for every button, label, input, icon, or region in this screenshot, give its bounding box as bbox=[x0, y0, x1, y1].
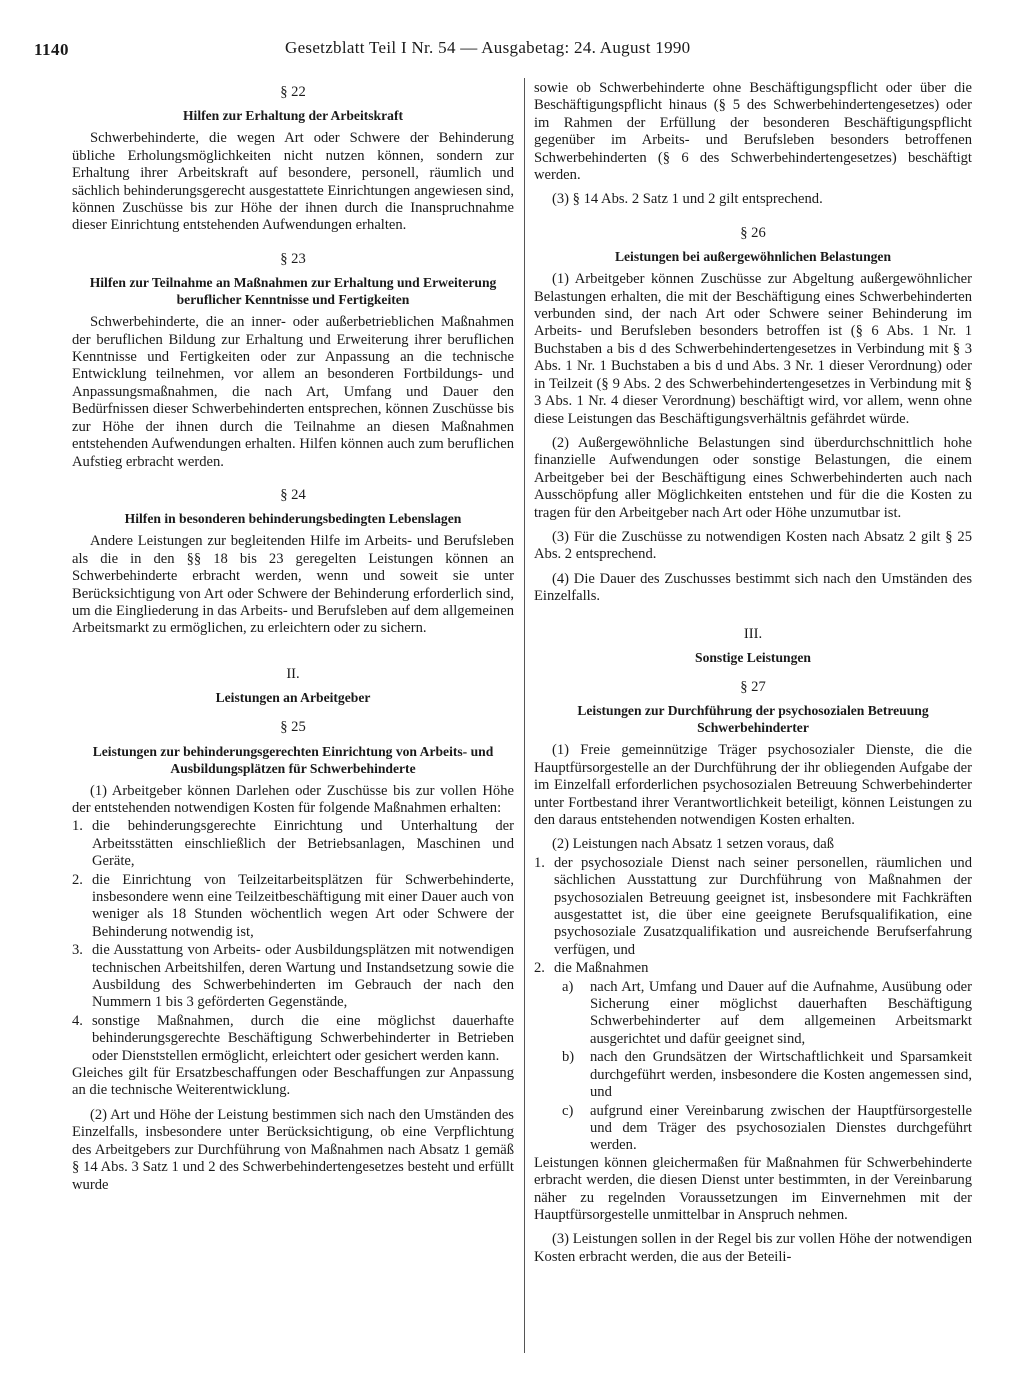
list-item bbox=[72, 942, 514, 1012]
section-25-heading: Leistungen zur behinderungsgerechten Einrichtung von Arbeits- und Ausbildungsplätzen für Schwerbehinderte bbox=[92, 743, 494, 776]
section-27-paragraph-3: (3) Leistungen sollen in der Regel bis zur vollen Höhe der notwendigen Kosten erbracht werden, die aus der Beteili- bbox=[534, 1231, 972, 1265]
section-26-heading: Leistungen bei außergewöhnlichen Belastungen bbox=[614, 249, 892, 265]
section-25-after-list: Gleiches gilt für Ersatzbeschaffungen oder Beschaffungen zur Anpassung an die technische Weiterentwicklung. bbox=[72, 1065, 514, 1099]
list-item-number: 1. bbox=[72, 818, 83, 835]
section-22-heading: Hilfen zur Erhaltung der Arbeitskraft bbox=[182, 108, 403, 124]
list-item bbox=[72, 1013, 514, 1065]
section-23-heading: Hilfen zur Teilnahme an Maßnahmen zur Erhaltung und Erweiterung beruflicher Kenntnisse und Fertigkeiten bbox=[89, 275, 497, 308]
section-24-text: Andere Leistungen zur begleitenden Hilfe im Arbeits- und Berufsleben als die in den §§ 18 bis 23 geregelten Leistungen können an Schwerbehinderte erbracht werden, wenn und soweit sie unter Berücksichtigung von Art oder Schwere der Behinderung erforderlich sind, um die Eingliederung in das Arbeits- und Berufsleben auf dem allgemeinen Arbeitsmarkt zu ermöglichen, zu erleichtern oder zu sichern. bbox=[72, 533, 514, 637]
part-3-numeral: III. bbox=[743, 625, 763, 642]
part-2-numeral: II. bbox=[286, 665, 300, 682]
list-item-text: die Maßnahmen bbox=[554, 960, 649, 977]
list-item-number: 1. bbox=[534, 854, 545, 871]
list-item bbox=[72, 872, 514, 942]
section-25-number: § 25 bbox=[280, 719, 306, 736]
list-item-text: die Ausstattung von Arbeits- oder Ausbildungsplätzen mit notwendigen technischen Arbeitshilfen, deren Wartung und Instandsetzung sowie die Ausbildung des Schwerbehinderten im Gebrauch der nach den Nummern 1 bis 3 geförderten Gegenstände, bbox=[92, 942, 514, 1011]
section-24-heading: Hilfen in besonderen behinderungsbedingten Lebenslagen bbox=[124, 511, 462, 527]
section-27-number: § 27 bbox=[740, 678, 766, 695]
section-27-heading: Leistungen zur Durchführung der psychosozialen Betreuung Schwerbehinderter bbox=[577, 703, 929, 736]
section-25-paragraph-1: (1) Arbeitgeber können Darlehen oder Zuschüsse bis zur vollen Höhe der entstehenden notwendigen Kosten für folgende Maßnahmen erhalten: bbox=[72, 782, 514, 816]
sub-list-item-text: nach den Grundsätzen der Wirtschaftlichkeit und Sparsamkeit durchgeführt werden, insbesondere die Kosten angemessen sind, und bbox=[590, 1049, 972, 1101]
list-item-number: 2. bbox=[534, 960, 545, 977]
section-23-number: § 23 bbox=[280, 250, 306, 267]
column-divider bbox=[524, 78, 525, 1353]
list-item bbox=[534, 960, 972, 977]
section-22-text: Schwerbehinderte, die wegen Art oder Schwere der Behinderung übliche Erholungsmöglichkeiten nicht nutzen können, sondern zur Erhaltung ihrer Arbeitskraft auf besondere, personell, räumlich und sächlich behinderungsgerecht ausgestattete Einrichtungen angewiesen sind, können Zuschüsse bis zur Höhe der ihnen durch die Inanspruchnahme dieser Einrichtung entstehenden Aufwendungen erhalten. bbox=[72, 130, 514, 234]
sub-list-item bbox=[562, 1049, 972, 1101]
list-item-text: der psychosoziale Dienst nach seiner personellen, räumlichen und sächlichen Ausstattung zur Durchführung von Maßnahmen der psychosozialen Betreuung geeignet ist, insbesondere mit Fachkräften ausgestattet ist, die über eine geeignete Berufsqualifikation, eine psychosoziale Zusatzqualifikation und ausreichende Berufserfahrung verfügen, und bbox=[554, 854, 972, 958]
sub-list-item-letter: c) bbox=[562, 1102, 574, 1119]
section-27-after-list: Leistungen können gleichermaßen für Maßnahmen für Schwerbehinderte erbracht werden, die diesen Dienst unter bestimmten, in der Vereinbarung näher zu regelnden Voraussetzungen im Einvernehmen mit der Hauptfürsorgestelle unmittelbar in Anspruch nehmen. bbox=[534, 1154, 972, 1223]
section-24-number: § 24 bbox=[280, 486, 306, 503]
left-column bbox=[72, 84, 514, 1194]
right-column bbox=[534, 80, 972, 1266]
part-2-title: Leistungen an Arbeitgeber bbox=[215, 690, 371, 706]
sub-list-item bbox=[562, 979, 972, 1049]
section-26-paragraph-1: (1) Arbeitgeber können Zuschüsse zur Abgeltung außergewöhnlicher Belastungen erhalten, die mit der Beschäftigung eines Schwerbehinderten verbunden sind, der nach Art oder Schwere seiner Behinderung im Arbeits- und Berufsleben besonders betroffen ist (§ 6 Abs. 1 Nr. 1 Buchstaben a bis d des Schwerbehindertengesetzes in Verbindung mit § 3 Abs. 1 Nr. 1 Buchstaben a bis d und Abs. 3 Nr. 1 dieser Verordnung) oder in Teilzeit (§ 9 Abs. 2 des Schwerbehindertengesetzes in Verbindung mit § 3 Abs. 1 Nr. 4 dieser Verordnung) beschäftigt wird, vor allem, wenn ohne diese Leistungen das Beschäftigungsverhältnis gefährdet würde. bbox=[534, 271, 972, 427]
list-item-text: sonstige Maßnahmen, durch die eine möglichst dauerhafte behinderungsgerechte Beschäftigung Schwerbehinderter in Betrieben oder Dienststellen ermöglicht, erleichtert oder gesichert werden kann. bbox=[92, 1012, 514, 1064]
section-25-paragraph-3: (3) § 14 Abs. 2 Satz 1 und 2 gilt entsprechend. bbox=[552, 191, 823, 208]
list-item bbox=[534, 855, 972, 959]
list-item-number: 3. bbox=[72, 942, 83, 959]
section-26-number: § 26 bbox=[740, 224, 766, 241]
list-item-number: 4. bbox=[72, 1012, 83, 1029]
section-23-text: Schwerbehinderte, die an inner- oder außerbetrieblichen Maßnahmen der beruflichen Bildung zur Erhaltung und Erweiterung ihrer beruflichen Kenntnisse und Fertigkeiten oder zur Anpassung an die technische Entwicklung teilnehmen, vor allem an besonderen Fortbildungs- und Anpassungsmaßnahmen, die nach Art, Umfang und Dauer den Bedürfnissen dieser Schwerbehinderten entsprechen, können Zuschüsse bis zur Höhe der ihnen durch die Teilnahme an diesen Maßnahmen entstehenden Aufwendungen erhalten. Hilfen können auch zum beruflichen Aufstieg erbracht werden. bbox=[72, 314, 514, 470]
sub-list-item-letter: b) bbox=[562, 1049, 575, 1066]
section-25-paragraph-2: (2) Art und Höhe der Leistung bestimmen sich nach den Umständen des Einzelfalls, insbesondere unter Berücksichtigung, ob eine Verpflichtung des Arbeitgebers zur Durchführung von Maßnahmen nach Absatz 1 gemäß § 14 Abs. 3 Satz 1 und 2 des Schwerbehindertengesetzes besteht und erfüllt wurde bbox=[72, 1106, 514, 1193]
part-3-title: Sonstige Leistungen bbox=[695, 649, 811, 665]
section-26-paragraph-2: (2) Außergewöhnliche Belastungen sind überdurchschnittlich hohe finanzielle Aufwendungen oder sonstige Belastungen, die einem Arbeitgeber bei der Beschäftigung eines Schwerbehinderten auch nach Ausschöpfung aller Möglichkeiten entstehen und für die die Kosten zu tragen für den Arbeitgeber nach Art oder Höhe unzumutbar ist. bbox=[534, 434, 972, 521]
sub-list-item bbox=[562, 1103, 972, 1155]
list-item-text: die Einrichtung von Teilzeitarbeitsplätzen für Schwerbehinderte, insbesondere wenn eine Teilzeitbeschäftigung mit einer Dauer auch von weniger als 18 Stunden wöchentlich wegen Art oder Schwere der Behinderung notwendig ist, bbox=[92, 871, 514, 940]
section-25-continuation: sowie ob Schwerbehinderte ohne Beschäftigungspflicht oder über die Beschäftigungspflicht hinaus (§ 5 des Schwerbehindertengesetzes) oder im Rahmen der Erfüllung der besonderen Beschäftigungspflicht gegenüber im Arbeits- und Berufsleben besonders betroffenen Schwerbehinderten (§ 6 des Schwerbehindertengesetzes) beschäftigt werden. bbox=[534, 80, 972, 184]
section-27-paragraph-2: (2) Leistungen nach Absatz 1 setzen voraus, daß bbox=[552, 836, 835, 853]
section-26-paragraph-4: (4) Die Dauer des Zuschusses bestimmt sich nach den Umständen des Einzelfalls. bbox=[534, 570, 972, 605]
sub-list-item-text: aufgrund einer Vereinbarung zwischen der Hauptfürsorgestelle und dem Träger des psychosozialen Dienstes durchgeführt werden. bbox=[590, 1102, 972, 1154]
sub-list-item-text: nach Art, Umfang und Dauer auf die Aufnahme, Ausübung oder Sicherung einer möglichst dauerhaften Beschäftigung Schwerbehinderter auf dem allgemeinen Arbeitsmarkt ausgerichtet und dafür geeignet sind, bbox=[590, 978, 972, 1047]
section-27-paragraph-1: (1) Freie gemeinnützige Träger psychosozialer Dienste, die die Hauptfürsorgestelle an der Durchführung der ihr obliegenden Aufgabe der im Einzelfall erforderlichen psychosozialen Betreuung Schwerbehinderter unter Fortbestand ihrer Verantwortlichkeit beteiligt, können Leistungen zu den daraus entstehenden notwendigen Kosten erhalten. bbox=[534, 742, 972, 828]
list-item-text: die behinderungsgerechte Einrichtung und Unterhaltung der Arbeitsstätten einschließlich der Betriebsanlagen, Maschinen und Geräte, bbox=[92, 818, 514, 870]
sub-list-item-letter: a) bbox=[562, 978, 574, 995]
page-number: 1140 bbox=[34, 40, 70, 59]
running-head: Gesetzblatt Teil I Nr. 54 — Ausgabetag: 24. August 1990 bbox=[285, 38, 691, 57]
section-26-paragraph-3: (3) Für die Zuschüsse zu notwendigen Kosten nach Absatz 2 gilt § 25 Abs. 2 entsprechend. bbox=[534, 528, 972, 563]
list-item-number: 2. bbox=[72, 871, 83, 888]
list-item bbox=[72, 818, 514, 870]
section-22-number: § 22 bbox=[280, 84, 306, 100]
